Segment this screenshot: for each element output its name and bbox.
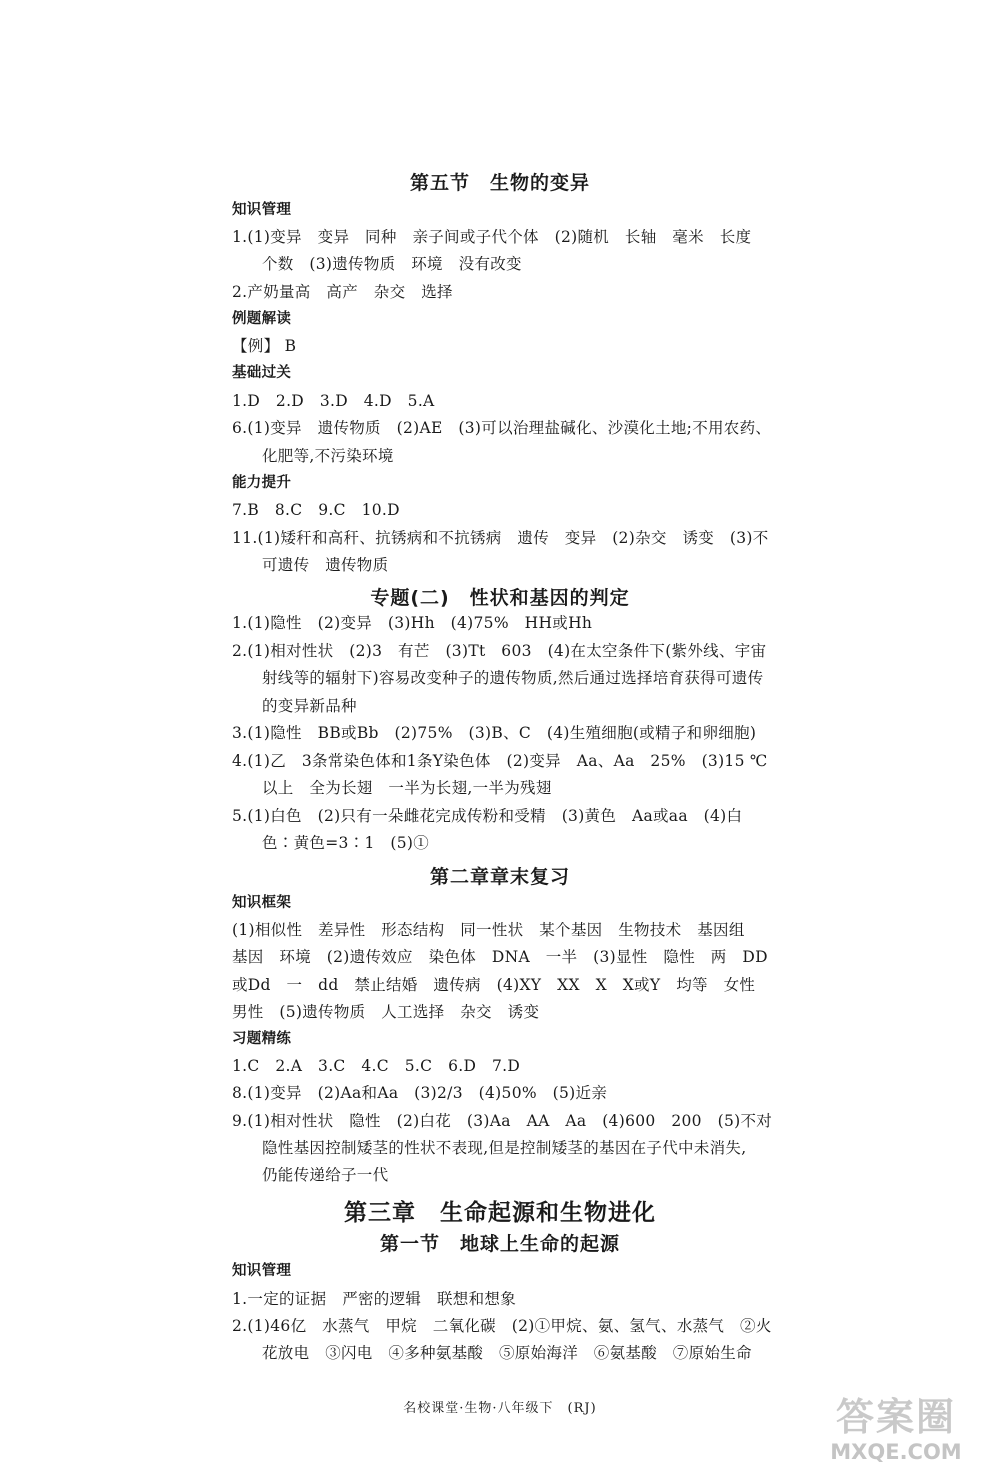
answer-line: 的变异新品种 (262, 697, 357, 715)
answer-line: 11.(1)矮秆和高秆、抗锈病和不抗锈病 遗传 变异 (2)杂交 诱变 (3)不 (232, 529, 769, 547)
answer-line: 男性 (5)遗传物质 人工选择 杂交 诱变 (232, 1003, 540, 1021)
answer-line: 8.(1)变异 (2)Aa和Aa (3)2/3 (4)50% (5)近亲 (232, 1084, 608, 1102)
answer-line: 3.(1)隐性 BB或Bb (2)75% (3)B、C (4)生殖细胞(或精子和卵细胞) (232, 724, 757, 742)
answer-line: 化肥等,不污染环境 (262, 447, 394, 465)
answer-line: 1.(1)隐性 (2)变异 (3)Hh (4)75% HH或Hh (232, 614, 593, 632)
topic-title: 专题(二) 性状和基因的判定 (370, 587, 630, 609)
chapter-review-title: 第二章章末复习 (429, 866, 570, 888)
answer-line: 9.(1)相对性状 隐性 (2)白花 (3)Aa AA Aa (4)600 200 (5)不对 (232, 1112, 773, 1130)
answer-line: 个数 (3)遗传物质 环境 没有改变 (262, 255, 522, 273)
answer-line: 7.B 8.C 9.C 10.D (232, 501, 400, 519)
subheading: 知识管理 (232, 1263, 292, 1279)
section-title: 第一节 地球上生命的起源 (379, 1233, 620, 1255)
subheading: 知识管理 (232, 202, 292, 218)
answer-line: 4.(1)乙 3条常染色体和1条Y染色体 (2)变异 Aa、Aa 25% (3)15 ℃ (232, 752, 768, 770)
subheading: 例题解读 (232, 311, 292, 327)
chapter-title: 第三章 生命起源和生物进化 (344, 1200, 656, 1226)
section-title: 第五节 生物的变异 (409, 172, 590, 194)
watermark-logo: 答案圈 (835, 1395, 956, 1439)
answer-line: 2.产奶量高 高产 杂交 选择 (232, 283, 453, 301)
answer-line: 5.(1)白色 (2)只有一朵雌花完成传粉和受精 (3)黄色 Aa或aa (4)白 (232, 807, 743, 825)
answer-line: 1.一定的证据 严密的逻辑 联想和想象 (232, 1290, 516, 1308)
answer-line: 2.(1)46亿 水蒸气 甲烷 二氧化碳 (2)①甲烷、氨、氢气、水蒸气 ②火 (232, 1317, 772, 1335)
answer-line: 射线等的辐射下)容易改变种子的遗传物质,然后通过选择培育获得可遗传 (262, 669, 764, 687)
answer-line: 以上 全为长翅 一半为长翅,一半为残翅 (262, 779, 552, 797)
subheading: 能力提升 (232, 475, 292, 491)
answer-line: 可遗传 遗传物质 (262, 556, 389, 574)
answer-line: 6.(1)变异 遗传物质 (2)AE (3)可以治理盐碱化、沙漠化土地;不用农药、 (232, 419, 772, 437)
subheading: 习题精练 (232, 1031, 292, 1047)
answer-line: 2.(1)相对性状 (2)3 有芒 (3)Tt 603 (4)在太空条件下(紫外线、宇宙 (232, 642, 767, 660)
subheading: 知识框架 (232, 895, 292, 911)
answer-line: 花放电 ③闪电 ④多种氨基酸 ⑤原始海洋 ⑥氨基酸 ⑦原始生命 (262, 1344, 752, 1362)
answer-line: 1.C 2.A 3.C 4.C 5.C 6.D 7.D (232, 1057, 521, 1075)
answer-line: 1.(1)变异 变异 同种 亲子间或子代个体 (2)随机 长轴 毫米 长度 (232, 228, 752, 246)
subheading: 基础过关 (232, 365, 292, 381)
answer-line: 仍能传递给子一代 (262, 1166, 389, 1184)
answer-line: 色∶黄色=3∶1 (5)① (262, 834, 430, 852)
watermark-url: MXQE.COM (830, 1440, 962, 1464)
page-footer: 名校课堂·生物·八年级下 (RJ) (403, 1401, 597, 1416)
answer-line: 【例】 B (232, 337, 297, 355)
answer-line: 隐性基因控制矮茎的性状不表现,但是控制矮茎的基因在子代中未消失, (262, 1139, 747, 1157)
watermark (812, 1395, 980, 1467)
answer-line: 或Dd 一 dd 禁止结婚 遗传病 (4)XY XX X X或Y 均等 女性 (232, 976, 756, 994)
answer-line: 基因 环境 (2)遗传效应 染色体 DNA 一半 (3)显性 隐性 两 DD (232, 948, 768, 966)
answer-line: (1)相似性 差异性 形态结构 同一性状 某个基因 生物技术 基因组 (232, 921, 745, 939)
answer-line: 1.D 2.D 3.D 4.D 5.A (232, 392, 435, 410)
